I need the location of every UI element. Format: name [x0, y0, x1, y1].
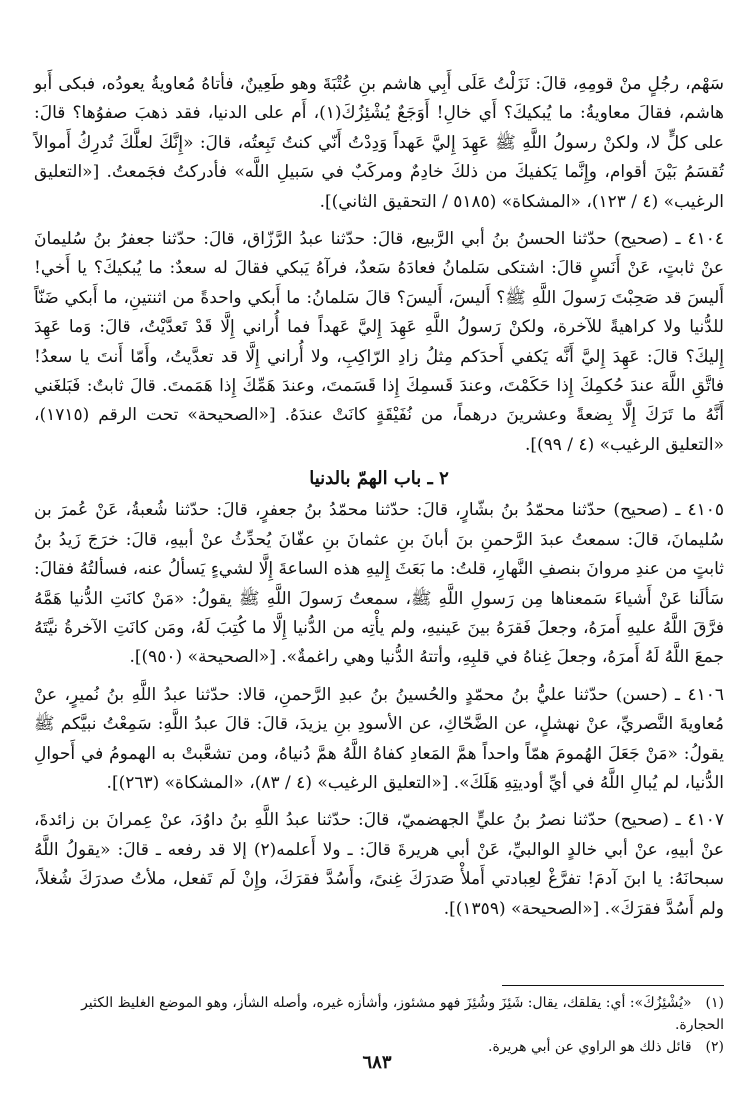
hadith-4104: ٤١٠٤ ـ (صحيح) حدّثنا الحسنُ بنُ أبي الرَّبيع، قالَ: حدّثنا عبدُ الرَّزّاق، قالَ: حدّثنا جعفرُ بنُ سُليمانَ عنْ ثابتٍ، عَنْ أَنَسٍ قالَ: اشتكى سَلمانُ فعادَهُ سَعدٌ، فرآهُ يَبكي فقالَ له سعدٌ: ما يُبكيكَ؟ يا أَخي! أَليسَ قد صَحِبْتَ رَسولَ اللَّهِ ﷺ؟ أَليسَ، أَليسَ؟ قالَ سَلمانُ: ما أَبكي واحدةً من اثنتينِ، ما أَبكي ضَنّاً للدُّنيا ولا كراهيةً للآخرة، ولكنْ رَسولُ اللَّهِ عَهِدَ إِليَّ عَهداً فما أُراني إِلَّا قَدْ تَعدَّيْتُ، قالَ: وَما عَهِدَ إِليكَ؟ قالَ: عَهِدَ إِليَّ أَنَّه يَكفي أَحدَكم مِثلُ زادِ الرّاكِبِ، ولا أُراني إِلَّا قد تعدَّيتُ، وأَمّا أَنتَ يا سعدُ! فاتَّقِ اللَّهَ عندَ حُكمِكَ إِذا حَكَمْتَ، وعندَ قَسمِكَ إِذا قَسَمتَ، وعندَ هَمِّكَ إِذا هَمَمتَ. قالَ ثابتٌ: فَبَلغَني أَنَّهُ ما تَرَكَ إِلَّا بِضعةً وعشرينَ درهماً، من نُفَيْقَةٍ كانَتْ عندَهُ. [«الصحيحة» تحت الرقم (١٧١٥)، «التعليق الرغيب» (٤ / ٩٩)].	[34, 229, 724, 455]
footnotes	[34, 992, 724, 1058]
paragraph-continuation: سَهْم، رجُلٍ منْ قومِهِ، قالَ: نَزَلْتُ عَلَى أَبِي هاشم بنِ عُتْبَةَ وهو طَعِينٌ، فأتاهُ مُعاويةُ يعودُه، فبكى أَبو هاشم، فقالَ معاويةُ: ما يُبكيكَ؟ أَي خالِ! أَوَجَعٌ يُشْئِزُكَ(١)، أَم على الدنيا، فقد ذهبَ صفوُها؟ قالَ: على كلٍّ لا، ولكنْ رسولُ اللَّهِ ﷺ عَهِدَ إِليَّ عَهداً وَدِدْتُ أَنّي كنتُ تَبِعتُه، قالَ: «إِنَّكَ لعلَّكَ تُدرِكُ أَموالاً تُقسَمُ بَيْنَ أقوام، وإِنَّما يَكفيكَ من ذلكَ خادِمٌ ومركَبٌ في سَبيلِ اللَّه» فأدركتُ فجَمعتُ. [«التعليق الرغيب» (٤ / ١٢٣)، «المشكاة» (٥١٨٥ / التحقيق الثاني)].	[34, 74, 725, 212]
hadith-4105: ٤١٠٥ ـ (صحيح) حدّثنا محمّدُ بنُ بشّارٍ، قالَ: حدّثنا محمّدُ بنُ جعفرٍ، قالَ: حدّثنا شُعبةُ، عَنْ عُمرَ بن سُليمانَ، قالَ: سمعتُ عبدَ الرَّحمنِ بنَ أبانَ بنِ عثمانَ بنِ عفّانَ يُحدِّثُ عنْ أبيهِ، قالَ: خرَجَ زَيدُ بنُ ثابتٍ من عندِ مروانَ بنصفِ النَّهارِ، قلتُ: ما بَعَثَ إِليهِ هذه الساعةَ إِلَّا لشيءٍ يَسألُ عنه، فسألتُهُ فقالَ: سَألَنا عَنْ أَشياءَ سَمعناها مِن رَسولِ اللَّهِ ﷺ، سمعتُ رَسولَ اللَّهِ ﷺ يقولُ: «مَنْ كانَتِ الدُّنيا هَمَّهُ فرَّقَ اللَّهُ عليهِ أَمرَهُ، وجعلَ فَقرَهُ بينَ عَينيهِ، ولم يأْتِه من الدُّنيا إِلَّا ما كُتِبَ لَهُ، ومَن كانَتِ الآخرةُ نيَّتَهُ جمعَ اللَّهُ لَهُ أَمرَهُ، وجعلَ غِناهُ في قلبِهِ، وأتتهُ الدُّنيا وهي راغمةٌ». [«الصحيحة» (٩٥٠)].	[34, 500, 724, 668]
hadith-4107: ٤١٠٧ ـ (صحيح) حدّثنا نصرُ بنُ عليٍّ الجهضميّ، قالَ: حدّثنا عبدُ اللَّهِ بنُ داوُدَ، عنْ عِمرانَ بن زائدةَ، عنْ أبيهِ، عنْ أبي خالدٍ الوالبيِّ، عَنْ أبي هريرةَ قالَ: ـ ولا أَعلمه(٢) إلا قد رفعه ـ قالَ: «يقولُ اللَّهُ سبحانَهُ: يا ابنَ آدمَ! تفرَّغْ لعِبادتي أَملأْ صَدرَكَ غِنىً، وأَسُدَّ فقرَكَ، وإِنْ لَم تَفعل، ملأتُ صدرَكَ شُغلاً، ولم أَسُدَّ فقرَكَ». [«الصحيحة» (١٣٥٩)].	[34, 810, 724, 919]
page-number: ٦٨٣	[362, 1052, 392, 1073]
footnote-number: (١)	[705, 995, 724, 1011]
footnote-text: قائل ذلك هو الراوي عن أبي هريرة.	[488, 1039, 692, 1055]
footnote-divider	[502, 985, 724, 986]
footnote-number: (٢)	[705, 1039, 724, 1055]
chapter-heading: ٢ ـ باب الهمّ بالدنيا	[309, 468, 449, 490]
main-text	[34, 70, 724, 924]
hadith-4106: ٤١٠٦ ـ (حسن) حدّثنا عليُّ بنُ محمّدٍ والحُسينُ بنُ عبدِ الرَّحمنِ، قالا: حدّثنا عبدُ اللَّهِ بنُ نُميرٍ، عنْ مُعاويةَ النَّصريِّ، عنْ نهشلٍ، عن الضَّحّاكِ، عن الأسودِ بنِ يزيدَ، قالَ: قالَ عبدُ اللَّهِ: سَمِعْتُ نبيَّكم ﷺ يقولُ: «مَنْ جَعَلَ الهُمومَ همّاً واحداً همَّ المَعادِ كفاهُ اللَّهُ همَّ دُنياهُ، ومن تشعَّبتْ به الهمومُ في أَحوالِ الدُّنيا، لم يُبالِ اللَّهُ في أيِّ أوديتِهِ هَلَكَ». [«التعليق الرغيب» (٤ / ٨٣)، «المشكاة» (٢٦٣)].	[34, 684, 724, 793]
footnote-1	[34, 992, 724, 1036]
footnote-text: «يُشْئِزُكَ»: أي: يقلقك، يقال: شَئِزَ وشُئِزَ فهو مشئوز، وأشأزه غيره، وأصله الشأز، وهو الموضع الغليظ الكثير الحجارة.	[81, 995, 724, 1033]
